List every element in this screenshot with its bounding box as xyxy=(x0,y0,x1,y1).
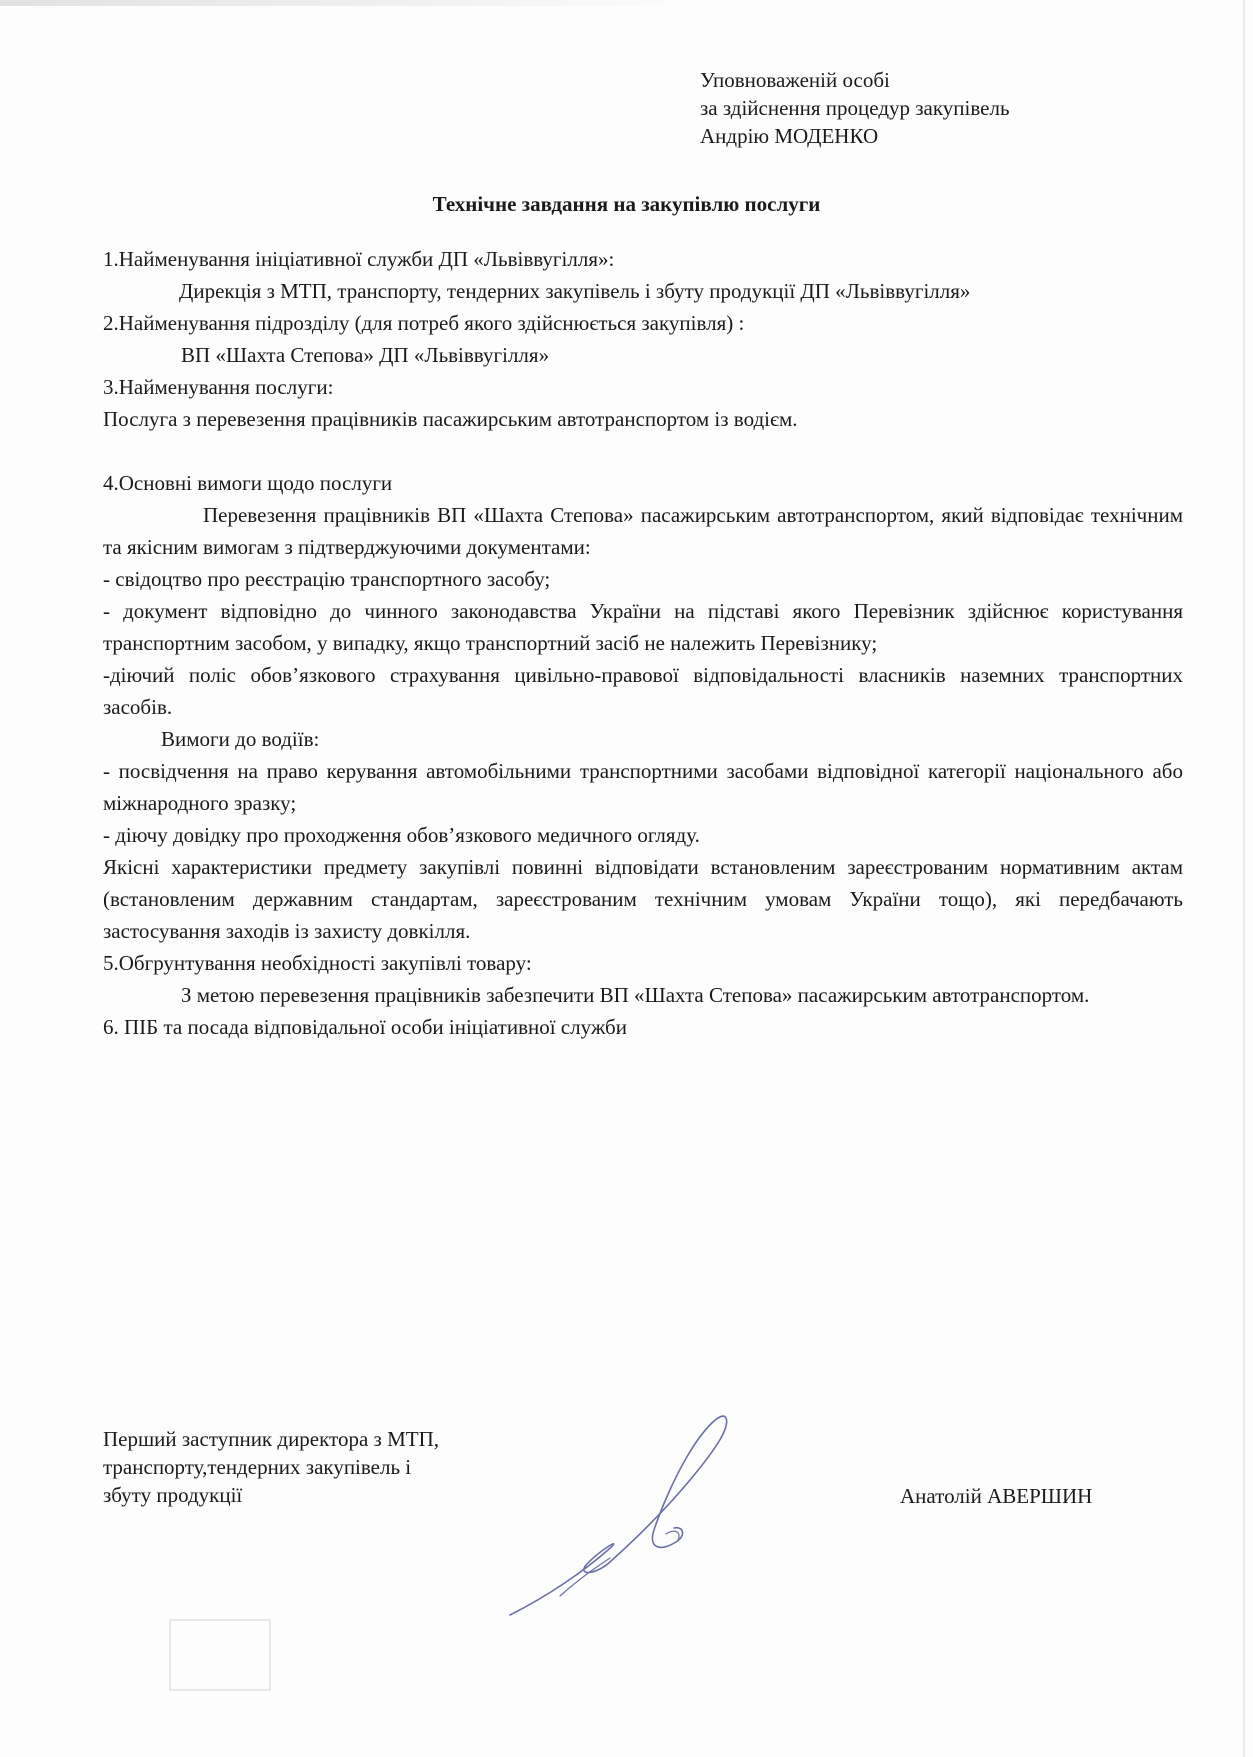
section-2-text: ВП «Шахта Степова» ДП «Львіввугілля» xyxy=(181,343,550,367)
section-4-item-2: - документ відповідно до чинного законодавства України на підставі якого Перевізник здійснює користування транспортним засобом, у випадку, якщо транспортний засіб не належить Перевізнику; xyxy=(103,599,1183,655)
addressee-line-3: Андрію МОДЕНКО xyxy=(700,124,879,148)
section-1-heading: 1.Найменування ініціативної служби ДП «Львіввугілля»: xyxy=(103,247,615,271)
signer-position-line-1: Перший заступник директора з МТП, xyxy=(103,1427,439,1451)
signer-position-line-3: збуту продукції xyxy=(103,1483,243,1507)
addressee-block xyxy=(700,66,1120,150)
section-1-text: Дирекція з МТП, транспорту, тендерних закупівель і збуту продукції ДП «Львіввугілля» xyxy=(179,279,971,303)
section-5-text: З метою перевезення працівників забезпечити ВП «Шахта Степова» пасажирським автотранспортом. xyxy=(181,983,1090,1007)
section-2-heading: 2.Найменування підрозділу (для потреб якого здійснюється закупівля) : xyxy=(103,311,745,335)
document-body xyxy=(103,243,1183,1043)
signer-name: Анатолій АВЕРШИН xyxy=(900,1484,1093,1508)
section-3-heading: 3.Найменування послуги: xyxy=(103,375,334,399)
section-3-text: Послуга з перевезення працівників пасажирським автотранспортом із водієм. xyxy=(103,407,798,431)
section-4-intro: Перевезення працівників ВП «Шахта Степова» пасажирським автотранспортом, який відповідає технічним та якісним вимогам з підтверджуючими документами: xyxy=(103,503,1183,559)
section-4-item-1: - свідоцтво про реєстрацію транспортного засобу; xyxy=(103,567,551,591)
addressee-line-2: за здійснення процедур закупівель xyxy=(700,96,1010,120)
signature-icon xyxy=(490,1400,790,1630)
drivers-item-2: - діючу довідку про проходження обов’язкового медичного огляду. xyxy=(103,823,700,847)
drivers-heading: Вимоги до водіїв: xyxy=(161,727,320,751)
section-4-item-3: -діючий поліс обов’язкового страхування цивільно-правової відповідальності власників наземних транспортних засобів. xyxy=(103,663,1183,719)
signer-position-line-2: транспорту,тендерних закупівель і xyxy=(103,1455,412,1479)
addressee-line-1: Уповноваженій особі xyxy=(700,68,890,92)
scan-edge-right xyxy=(1243,0,1245,1757)
section-5-heading: 5.Обгрунтування необхідності закупівлі товару: xyxy=(103,951,532,975)
spacer xyxy=(103,435,1183,467)
quality-requirements: Якісні характеристики предмету закупівлі повинні відповідати встановленим зареєстрованим нормативним актам (встановленим державним стандартам, зареєстрованим технічним умовам України тощо), які передбачають застосування заходів із захисту довкілля. xyxy=(103,855,1183,943)
drivers-item-1: - посвідчення на право керування автомобільними транспортними засобами відповідної категорії національного або міжнародного зразку; xyxy=(103,759,1183,815)
faint-stamp-mark xyxy=(160,1610,280,1700)
scan-edge-top xyxy=(0,0,700,6)
section-6-heading: 6. ПІБ та посада відповідальної особи ініціативної служби xyxy=(103,1015,627,1039)
document-title: Технічне завдання на закупівлю послуги xyxy=(432,192,821,216)
section-4-heading: 4.Основні вимоги щодо послуги xyxy=(103,471,393,495)
